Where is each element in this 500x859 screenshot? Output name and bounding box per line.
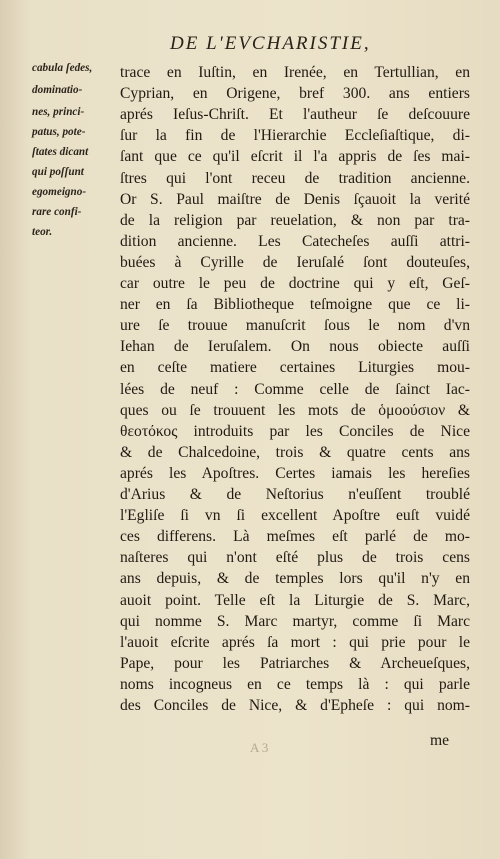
body-line: qui nomme S. Marc martyr, comme ſi Marc: [120, 612, 470, 630]
body-line: aprés les Apoſtres. Certes iamais les hereſies: [120, 464, 470, 482]
body-line: auoit point. Telle eſt la Liturgie de S. Marc,: [120, 591, 470, 609]
margin-note-line: egomeigno-: [32, 186, 87, 198]
body-line: des Conciles de Nice, & d'Epheſe : qui nom-: [120, 697, 470, 714]
body-line: l'Egliſe ſi vn ſi excellent Apoſtre euſt vuidé: [120, 507, 470, 525]
body-line: aprés Ieſus-Chriſt. Et l'autheur ſe deſcouure: [120, 106, 470, 124]
body-line: ſtres qui l'ont receu de tradition ancienne.: [120, 169, 470, 187]
body-line: de la religion par reuelation, & non par tra-: [120, 211, 470, 229]
body-line: Cyprian, en Origene, bref 300. ans entiers: [120, 85, 470, 103]
body-line: en ceſte matiere certaines Liturgies mou-: [120, 359, 470, 377]
body-line: d'Arius & de Neſtorius n'euſſent troublé: [120, 486, 470, 503]
margin-note-line: rare confi-: [32, 206, 82, 218]
body-line: & de Chalcedoine, trois & quatre cents ans: [120, 443, 470, 461]
body-line: naſteres qui n'ont eſté plus de trois cens: [120, 549, 470, 567]
margin-note-line: ſtates dicant: [32, 146, 89, 158]
body-line: noms incogneus en ce temps là : qui parle: [120, 675, 470, 693]
margin-note-line: qui poſſunt: [32, 166, 84, 178]
margin-note-line: cabula ſedes,: [32, 62, 93, 74]
body-line: l'auoit eſcrite aprés ſa mort : qui prie pour le: [120, 633, 470, 651]
body-line: ſur la fin de l'Hierarchie Eccleſiaſtique, di-: [120, 127, 470, 145]
body-line: dition ancienne. Les Catecheſes auſſi attri-: [120, 232, 470, 250]
running-title: DE L'EVCHARISTIE,: [170, 33, 371, 54]
body-line: car outre le peu de doctrine qui y eſt, Geſ-: [120, 275, 470, 292]
margin-note-line: teor.: [32, 226, 53, 238]
body-line: ces differens. Là meſmes eſt parlé de mo-: [120, 528, 470, 546]
body-line: buées à Cyrille de Ieruſalé ſont douteuſes,: [120, 253, 470, 271]
margin-note-line: nes, princi-: [32, 106, 85, 118]
signature-mark: A 3: [250, 740, 269, 755]
body-line: θεοτόκος introduits par les Conciles de Nice: [120, 422, 470, 440]
body-line: ure ſe trouue manuſcrit ſous le nom d'vn: [120, 317, 470, 335]
body-line: ques ou ſe trouuent les mots de ὁμοούσιον &: [120, 401, 470, 419]
body-line: Pape, pour les Patriarches & Archeueſques,: [120, 654, 470, 672]
catchword: me: [430, 732, 450, 749]
margin-note-line: dominatio-: [32, 84, 83, 96]
body-line: lées de neuf : Comme celle de ſainct Iac-: [120, 380, 470, 398]
margin-note-line: patus, pote-: [32, 126, 86, 138]
body-line: ner en ſa Bibliotheque teſmoigne que ce li-: [120, 296, 470, 314]
body-line: ans depuis, & de temples lors qu'il n'y en: [120, 570, 470, 588]
body-line: Iehan de Ieruſalem. On nous obiecte auſſi: [120, 338, 470, 356]
body-line: ſant que ce qu'il eſcrit il l'a appris de ſes mai-: [120, 148, 470, 166]
body-line: Or S. Paul maiſtre de Denis ſçauoit la verité: [120, 190, 470, 208]
body-line: trace en Iuſtin, en Irenée, en Tertullian, en: [120, 64, 470, 81]
